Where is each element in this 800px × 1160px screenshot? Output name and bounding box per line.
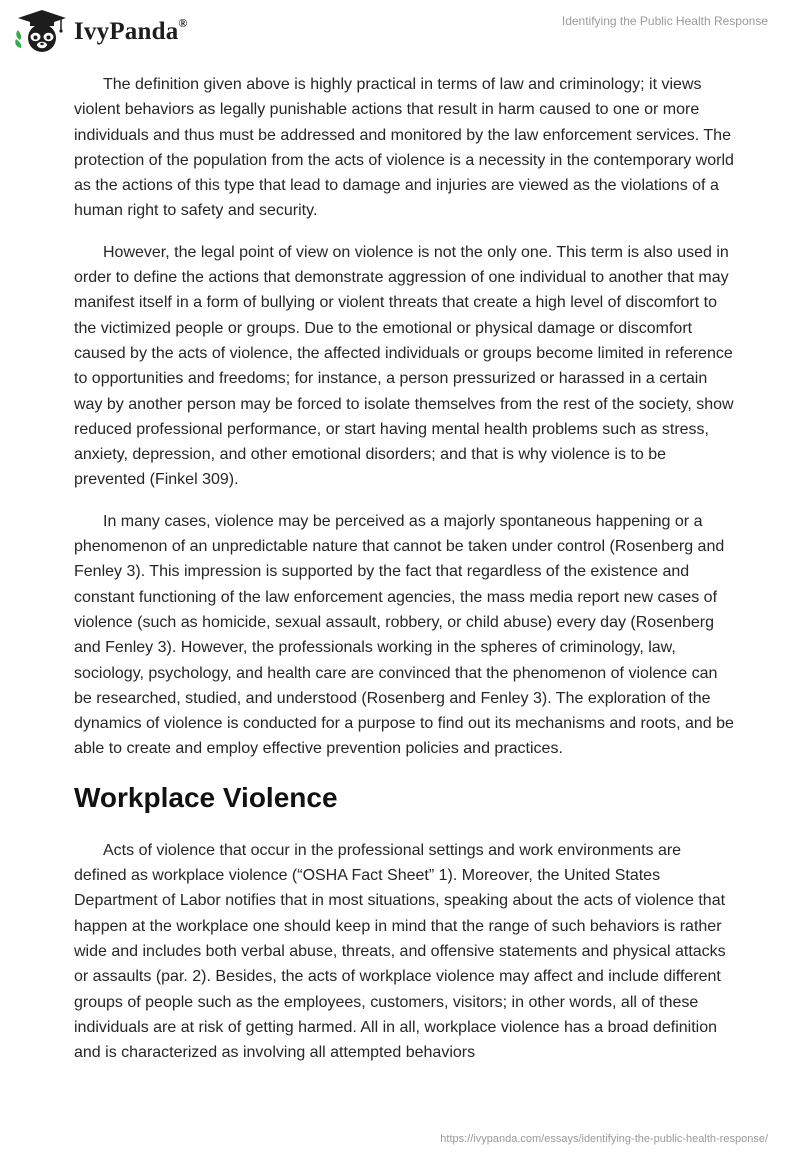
document-title: Identifying the Public Health Response <box>561 14 768 28</box>
paragraph: The definition given above is highly practical in terms of law and criminology; it views violent behaviors as legally punishable actions that result in harm caused to one or more individuals and thus must be addressed and monitored by the law enforcement services. The protection of the population from the acts of violence is a necessity in the contemporary world as the actions of this type that lead to damage and injuries are viewed as the violations of a human right to safety and security. <box>74 76 734 220</box>
page-header <box>0 0 800 60</box>
brand-logo[interactable] <box>14 8 188 54</box>
section-heading: Workplace Violence <box>74 781 338 813</box>
footer-url[interactable]: https://ivypanda.com/essays/identifying-the-public-health-response/ <box>440 1133 768 1145</box>
paragraph: However, the legal point of view on violence is not the only one. This term is also used in order to define the actions that demonstrate aggression of one individual to another that may manifest itself in a form of bullying or violent threats that create a high level of discomfort to the victimized people or groups. Due to the emotional or physical damage or discomfort caused by the acts of violence, the affected individuals or groups become limited in reference to opportunities and freedoms; for instance, a person pressurized or harassed in a certain way by another person may be forced to isolate themselves from the rest of the society, show reduced professional performance, or start having mental health problems such as stress, anxiety, depression, and other emotional disorders; and that is why violence is to be prevented (Finkel 309). <box>74 243 734 489</box>
brand-name: IvyPanda® <box>74 16 188 45</box>
paragraph: In many cases, violence may be perceived as a majorly spontaneous happening or a phenomenon of an unpredictable nature that cannot be taken under control (Rosenberg and Fenley 3). This impression is supported by the fact that regardless of the existence and constant functioning of the law enforcement agencies, the mass media report new cases of violence (such as homicide, sexual assault, robbery, or child abuse) every day (Rosenberg and Fenley 3). However, the professionals working in the spheres of criminology, law, sociology, psychology, and health care are convinced that the phenomenon of violence can be researched, studied, and understood (Rosenberg and Fenley 3). The exploration of the dynamics of violence is conducted for a purpose to find out its mechanisms and roots, and be able to create and employ effective prevention policies and practices. <box>74 512 734 758</box>
panda-graduate-icon <box>14 8 70 54</box>
paragraph: Acts of violence that occur in the professional settings and work environments are defined as workplace violence (“OSHA Fact Sheet” 1). Moreover, the United States Department of Labor notifies that in most situations, speaking about the acts of violence that happen at the workplace one should keep in mind that the range of such behaviors is rather wide and includes both verbal abuse, threats, and offensive statements and physical attacks or assaults (par. 2). Besides, the acts of workplace violence may affect and include different groups of people such as the employees, customers, visitors; in other words, all of these individuals are at risk of getting harmed. All in all, workplace violence has a broad definition and is characterized as involving all attempted behaviors <box>74 841 726 1062</box>
essay-body <box>74 72 734 1081</box>
